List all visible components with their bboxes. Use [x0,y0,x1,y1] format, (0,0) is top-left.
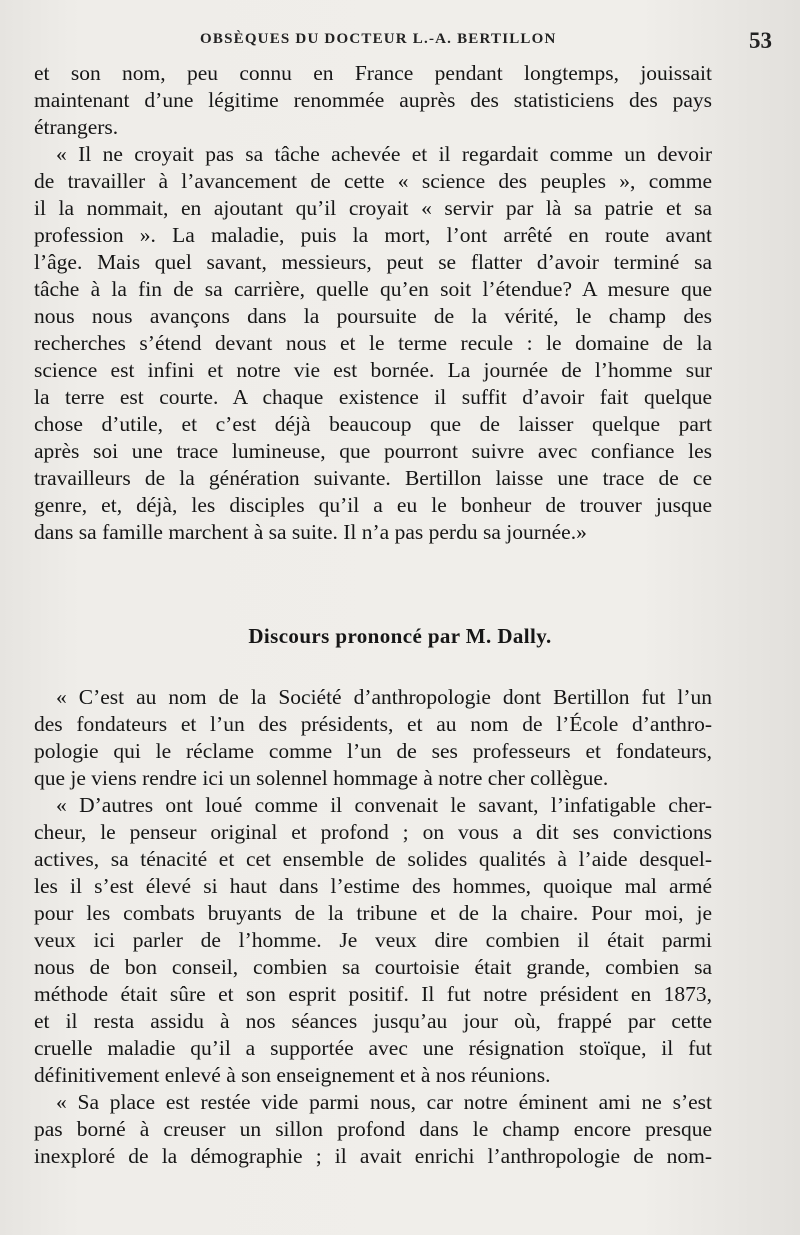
text-line: chose d’utile, et c’est déjà beaucoup que de laisser quelque part [34,412,712,436]
text-line: tâche à la fin de sa carrière, quelle qu’en soit l’étendue? A mesure que [34,277,712,301]
text-line: étrangers. [34,115,119,139]
section-heading: Discours prononcé par M. Dally. [248,624,552,648]
text-line: pour les combats bruyants de la tribune et de la chaire. Pour moi, je [34,901,712,925]
text-line: « Il ne croyait pas sa tâche achevée et il regardait comme un devoir [56,142,712,166]
text-line: l’âge. Mais quel savant, messieurs, peut se flatter d’avoir terminé sa [34,250,712,274]
text-line: « C’est au nom de la Société d’anthropologie dont Bertillon fut l’un [56,685,712,709]
text-line: dans sa famille marchent à sa suite. Il n’a pas perdu sa journée.» [34,520,587,544]
text-line: actives, sa ténacité et cet ensemble de solides qualités à l’aide desquel- [34,847,712,871]
text-line: nous nous avançons dans la poursuite de la vérité, le champ des [34,304,712,328]
text-line: des fondateurs et l’un des présidents, et au nom de l’École d’anthro- [34,712,712,736]
text-line: il la nommait, en ajoutant qu’il croyait « servir par là sa patrie et sa [34,196,712,220]
paragraph [34,60,712,141]
text-line: maintenant d’une légitime renommée auprès des statisticiens des pays [34,88,712,112]
running-head [0,28,800,54]
text-line: profession ». La maladie, puis la mort, l’ont arrêté en route avant [34,223,712,247]
text-line: nous de bon conseil, combien sa courtoisie était grande, combien sa [34,955,712,979]
text-line: de travailler à l’avancement de cette « science des peuples », comme [34,169,712,193]
text-line: recherches s’étend devant nous et le terme recule : le domaine de la [34,331,712,355]
text-line: cheur, le penseur original et profond ; on vous a dit ses convictions [34,820,712,844]
running-title: OBSÈQUES DU DOCTEUR L.-A. BERTILLON [200,31,557,47]
text-block-eulogy-end [34,60,712,546]
paragraph [34,792,712,1089]
text-line: la terre est courte. A chaque existence il suffit d’avoir fait quelque [34,385,712,409]
paragraph [34,684,712,792]
text-block-dally-speech [34,684,712,1170]
text-line: les il s’est élevé si haut dans l’estime des hommes, quoique mal armé [34,874,712,898]
text-line: inexploré de la démographie ; il avait enrichi l’anthropologie de nom- [34,1144,712,1168]
text-line: veux ici parler de l’homme. Je veux dire combien il était parmi [34,928,712,952]
text-line: cruelle maladie qu’il a supportée avec une résignation stoïque, il fut [34,1036,712,1060]
text-line: travailleurs de la génération suivante. Bertillon laisse une trace de ce [34,466,712,490]
text-line: pas borné à creuser un sillon profond dans le champ encore presque [34,1117,712,1141]
text-line: « D’autres ont loué comme il convenait le savant, l’infatigable cher- [56,793,712,817]
text-line: définitivement enlevé à son enseignement et à nos réunions. [34,1063,551,1087]
page-number: 53 [749,28,772,53]
text-line: et son nom, peu connu en France pendant longtemps, jouissait [34,61,712,85]
text-line: et il resta assidu à nos séances jusqu’au jour où, frappé par cette [34,1009,712,1033]
paragraph [34,1089,712,1170]
text-line: que je viens rendre ici un solennel hommage à notre cher collègue. [34,766,609,790]
text-line: pologie qui le réclame comme l’un de ses professeurs et fondateurs, [34,739,712,763]
text-line: après soi une trace lumineuse, que pourront suivre avec confiance les [34,439,712,463]
text-line: « Sa place est restée vide parmi nous, car notre éminent ami ne s’est [56,1090,712,1114]
paragraph [34,141,712,546]
text-line: méthode était sûre et son esprit positif. Il fut notre président en 1873, [34,982,712,1006]
text-line: genre, et, déjà, les disciples qu’il a eu le bonheur de trouver jusque [34,493,712,517]
text-line: science est infini et notre vie est bornée. La journée de l’homme sur [34,358,712,382]
